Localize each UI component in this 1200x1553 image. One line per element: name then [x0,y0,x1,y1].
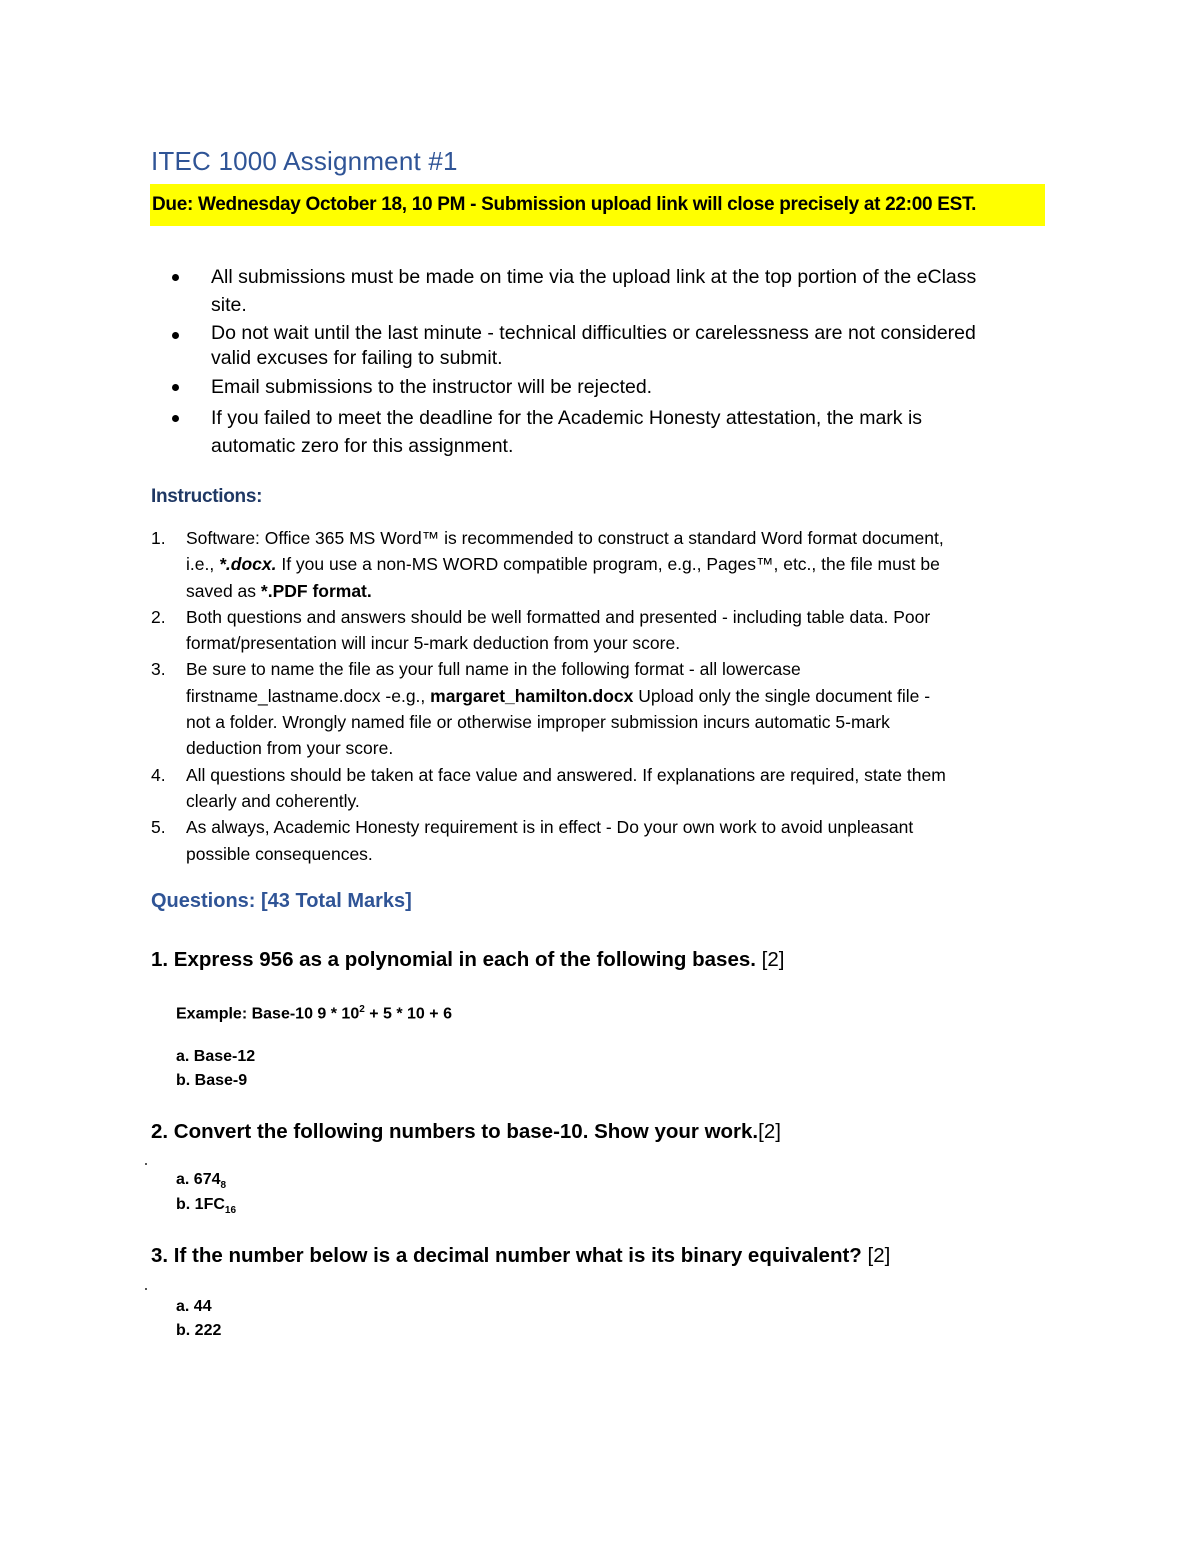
instruction-item: 3. Be sure to name the file as your full name in the following format - all lowercase firstname_lastname.docx -e.g., margaret_hamilton.docx Upload only the single document file - not a folder. Wrongly named file or otherwise improper submission incurs automatic 5-mark deduction from your score. [151,659,931,759]
submission-rules-list [166,263,1006,460]
instructions-list [151,525,951,867]
rule-item: Do not wait until the last minute - technical difficulties or carelessness are not considered valid excuses for failing to submit. [166,321,1006,371]
due-date-banner: Due: Wednesday October 18, 10 PM - Submission upload link will close precisely at 22:00 EST. [150,184,1045,226]
question-1-part-a: a. Base-12 [176,1048,256,1065]
questions-heading: Questions: [43 Total Marks] [151,890,412,912]
rule-item: If you failed to meet the deadline for the Academic Honesty attestation, the mark is automatic zero for this assignment. [166,404,1006,460]
question-1-part-b: b. Base-9 [176,1072,248,1089]
question-2-title: 2. Convert the following numbers to base-10. Show your work.[2] [151,1120,781,1143]
bullet-icon [172,274,179,281]
instruction-item: 4. All questions should be taken at face value and answered. If explanations are required, state them clearly and coherently. [151,764,946,811]
assignment-title: ITEC 1000 Assignment #1 [151,146,458,176]
question-2-part-a: a. $674_8$ [176,1171,227,1192]
question-1-title: 1. Express 956 as a polynomial in each of the following bases. [2] [151,948,785,971]
paragraph-mark [145,1163,147,1165]
question-1-example: Example: Base-10 $9 * 10^2 + 5 * 10 + 6$ [176,1004,452,1023]
bullet-icon [172,384,179,391]
instruction-item: 5. As always, Academic Honesty requirement is in effect - Do your own work to avoid unpleasant possible consequences. [151,817,914,864]
paragraph-mark [145,1288,147,1290]
instruction-item: 2. Both questions and answers should be well formatted and presented - including table data. Poor format/presentation will incur 5-mark deduction from your score. [151,606,931,654]
question-2-part-b: b. $1FC_{16}$ [176,1196,237,1217]
question-3-part-b: b. 222 [176,1322,222,1339]
question-3-part-a: a. 44 [176,1298,212,1315]
rule-item: All submissions must be made on time via the upload link at the top portion of the eClass site. [166,263,1006,319]
bullet-icon [172,332,179,339]
instructions-heading: Instructions: [151,486,263,507]
bullet-icon [172,415,179,422]
question-3-title: 3. If the number below is a decimal number what is its binary equivalent? [2] [151,1244,891,1267]
instruction-item: 1. Software: Office 365 MS Word™ is recommended to construct a standard Word format document, i.e., *.docx. If you use a non-MS WORD compatible program, e.g., Pages™, etc., the file must be saved as *.PDF format. [151,528,944,601]
rule-item: Email submissions to the instructor will be rejected. [166,373,1006,401]
